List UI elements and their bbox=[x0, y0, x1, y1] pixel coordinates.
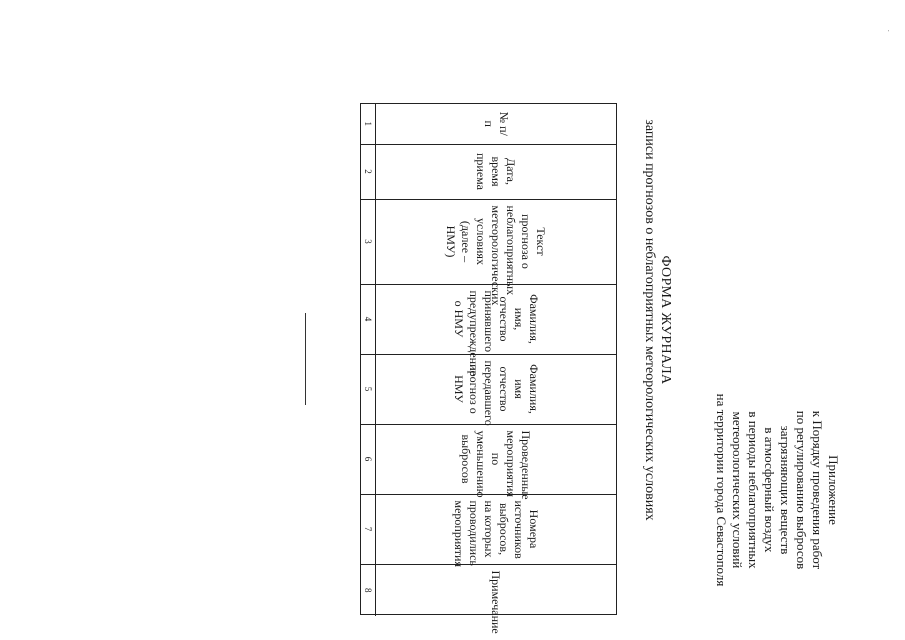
column-header-forecast-text: Текст прогноза о неблагоприятных метеорологических условиях (далее – НМУ) bbox=[376, 199, 617, 284]
column-number: 7 bbox=[361, 494, 376, 564]
form-subtitle: записи прогнозов о неблагоприятных метеорологических условиях bbox=[642, 119, 657, 521]
appendix-line: на территории города Севастополя bbox=[714, 393, 729, 587]
column-number: 8 bbox=[361, 564, 376, 616]
form-title: ФОРМА ЖУРНАЛА bbox=[658, 255, 673, 385]
header-row bbox=[376, 104, 617, 616]
column-header-receiver: Фамилия, имя, отчество принявшего предупреждение о НМУ bbox=[376, 284, 617, 354]
column-header-sender: Фамилия, имя отчество передавшего прогноз о НМУ bbox=[376, 354, 617, 424]
column-number-row bbox=[361, 104, 376, 616]
column-header-measures: Проведенные мероприятия по уменьшению выбросов bbox=[376, 424, 617, 494]
column-number: 2 bbox=[361, 144, 376, 199]
column-number: 1 bbox=[361, 104, 376, 144]
appendix-line: метеорологических условий bbox=[730, 411, 745, 569]
journal-table bbox=[360, 103, 617, 634]
form-title-block bbox=[641, 0, 673, 640]
column-number: 5 bbox=[361, 354, 376, 424]
appendix-line: в атмосферный воздух bbox=[762, 427, 777, 553]
appendix-line: загрязняющих веществ bbox=[778, 425, 793, 555]
appendix-line: Приложение bbox=[826, 455, 841, 525]
appendix-block bbox=[713, 0, 841, 640]
corner-speck: ' bbox=[888, 30, 890, 36]
column-header-number: № п/п bbox=[376, 104, 617, 144]
column-number: 4 bbox=[361, 284, 376, 354]
column-header-sources: Номера источников выбросов, на которых проводились мероприятия bbox=[376, 494, 617, 564]
appendix-line: к Порядку проведения работ bbox=[810, 410, 825, 570]
appendix-line: в периоды неблагоприятных bbox=[746, 411, 761, 569]
column-number: 3 bbox=[361, 199, 376, 284]
appendix-line: по регулированию выбросов bbox=[794, 410, 809, 570]
column-header-datetime: Дата, время приема bbox=[376, 144, 617, 199]
column-header-note: Примечание bbox=[489, 570, 504, 634]
column-number: 6 bbox=[361, 424, 376, 494]
